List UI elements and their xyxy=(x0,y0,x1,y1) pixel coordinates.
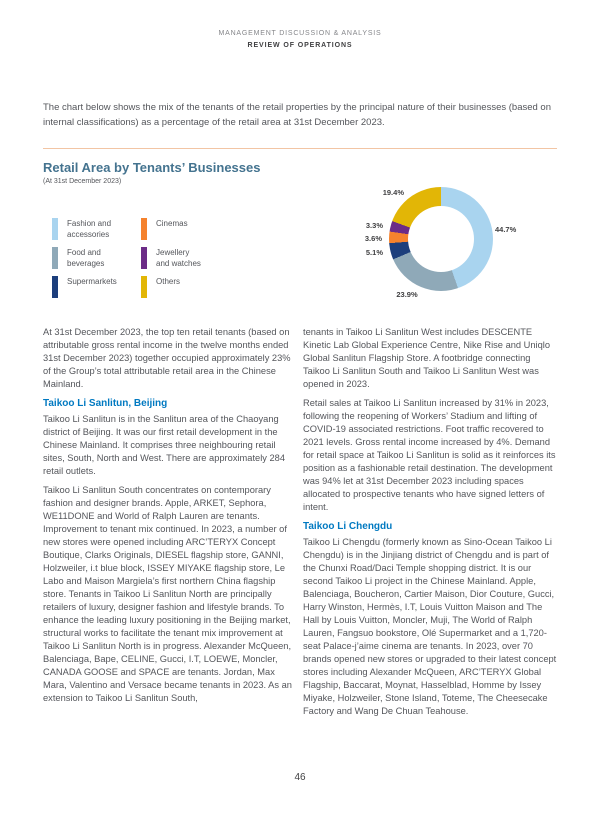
intro-paragraph: The chart below shows the mix of the tenants of the retail properties by the principal nature of their businesses (based on internal classifications) as a percentage of the retail area at 31st December 2023. xyxy=(43,102,552,128)
legend-swatch-others-icon xyxy=(141,276,147,298)
donut-chart-hole xyxy=(408,206,474,272)
section-divider xyxy=(43,148,557,149)
legend-label-others: Others xyxy=(156,277,181,286)
paragraph-top-ten-tenants: At 31st December 2023, the top ten retail tenants (based on attributable gross rental income in the twelve months ended 31st December 2023) together occupied approximately 23% of the Group’s total attributable retail area in the Chinese Mainland. xyxy=(43,327,291,389)
legend-label-jewellery-and-watches: Jewellery and watches xyxy=(156,248,201,268)
chart-subtitle: (At 31st December 2023) xyxy=(43,178,122,185)
donut-label-fashion-and-accessories: 44.7% xyxy=(495,225,517,234)
paragraph-chengdu-overview: Taikoo Li Chengdu (formerly known as Sino-Ocean Taikoo Li Chengdu) is in the Jinjiang district of Chengdu and is part of the Chunxi Road/Daci Temple shopping district. It is our second Taikoo Li project in the Chinese Mainland. Apple, Balenciaga, Boucheron, Cartier Maison, Dior Couture, Gucci, Harry Winston, Hermès, I.T, Louis Vuitton Maison and The Hall by Louis Vuitton, Moncler, Muji, The World of Ralph Lauren, Fangsuo bookstore, Olé Supermarket and a 1,720-seat Palace-j’aime cinema are tenants. In 2023, over 70 brands opened new stores or upgraded to their latest concept stores including Alexander McQueen, ARC’TERYX Global Flagship, Baccarat, Moynat, Hasselblad, Homme by Issey Miyake, Holzweiler, Stone Island, Toteme, The Cheesecake Factory and Wang De Chuan Teahouse. xyxy=(303,537,557,716)
paragraph-sanlitun-west: tenants in Taikoo Li Sanlitun West includes DESCENTE Kinetic Lab Global Experience Centre, Nike Rise and Uniqlo Global Sanlitun Flagship Store. A footbridge connecting Taikoo Li Sanlitun South and Taikoo Li Sanlitun West was opened in 2023. xyxy=(303,327,551,389)
chart-legend-column-2 xyxy=(141,218,201,305)
paragraph-sanlitun-south-north: Taikoo Li Sanlitun South concentrates on contemporary fashion and designer brands. Apple, ARKET, Sephora, WE11DONE and World of Ralph Lauren are tenants. Improvement to tenant mix continued. In 2023, a number of new stores were opened including ARC’TERYX Concept Boutique, Clarks Originals, DIESEL flagship store, GANNI, Holzweiler, i.t blue block, ISSEY MIYAKE flagship store, Le Labo and Maison Margiela’s first northern China flagship store. Tenants in Taikoo Li Sanlitun North are principally retailers of luxury, designer fashion and lifestyle brands. To enhance the leading luxury positioning in the Beijing market, structural works to facilitate the tenant mix improvement at Taikoo Li Sanlitun North is in progress. Alexander McQueen, Balenciaga, Bape, CELINE, Gucci, I.T, LOEWE, Moncler, CANADA GOOSE and SPACE are tenants. Jordan, Max Mara, Valentino and Versace became tenants in 2023. As an extension to Taikoo Li Sanlitun South, xyxy=(43,485,292,703)
heading-taikoo-li-sanlitun-beijing: Taikoo Li Sanlitun, Beijing xyxy=(43,398,168,409)
page-number: 46 xyxy=(294,772,306,783)
legend-item-fashion-and-accessories xyxy=(52,218,117,240)
legend-item-jewellery-and-watches xyxy=(141,247,201,269)
paragraph-sanlitun-overview: Taikoo Li Sanlitun is in the Sanlitun area of the Chaoyang district of Beijing. It was our first retail development in the Chinese Mainland. It comprises three neighbouring retail sites, South, North and West. There are approximately 284 retail outlets. xyxy=(43,414,286,476)
legend-label-food-and-beverages: Food and beverages xyxy=(67,248,105,268)
donut-chart xyxy=(389,187,493,291)
legend-item-supermarkets xyxy=(52,276,117,298)
header-section-title: MANAGEMENT DISCUSSION & ANALYSIS xyxy=(218,30,382,37)
chart-legend-column-1 xyxy=(52,218,117,305)
legend-label-fashion-and-accessories: Fashion and accessories xyxy=(67,219,112,239)
legend-swatch-jewellery-and-watches-icon xyxy=(141,247,147,269)
donut-label-others: 19.4% xyxy=(382,188,404,197)
legend-swatch-food-and-beverages-icon xyxy=(52,247,58,269)
donut-label-food-and-beverages: 23.9% xyxy=(396,290,418,299)
chart-title: Retail Area by Tenants’ Businesses xyxy=(43,160,261,175)
legend-swatch-fashion-and-accessories-icon xyxy=(52,218,58,240)
legend-item-others xyxy=(141,276,201,298)
legend-swatch-supermarkets-icon xyxy=(52,276,58,298)
donut-label-supermarkets: 5.1% xyxy=(365,248,383,257)
legend-label-cinemas: Cinemas xyxy=(156,219,188,228)
legend-label-supermarkets: Supermarkets xyxy=(67,277,117,286)
body-column-left xyxy=(43,326,297,711)
body-column-right xyxy=(303,326,559,724)
paragraph-sanlitun-retail-sales: Retail sales at Taikoo Li Sanlitun increased by 31% in 2023, following the reopening of Workers’ Stadium and lifting of COVID-19 associated restrictions. Foot traffic recovered to 2021 levels. Gross rental income increased by 4%. Demand for retail space at Taikoo Li Sanlitun is solid as it reinforces its position as a fashionable retail destination. The development was 94% let at 31st December 2023 including spaces allocated to prospective tenants who have signed letters of intent. xyxy=(303,398,556,512)
legend-item-cinemas xyxy=(141,218,201,240)
donut-label-jewellery-and-watches: 3.3% xyxy=(365,221,383,230)
running-header xyxy=(0,30,600,49)
chart-section xyxy=(0,148,600,313)
donut-label-cinemas: 3.6% xyxy=(364,234,382,243)
legend-swatch-cinemas-icon xyxy=(141,218,147,240)
header-subsection-title: REVIEW OF OPERATIONS xyxy=(247,42,353,49)
legend-item-food-and-beverages xyxy=(52,247,117,269)
heading-taikoo-li-chengdu: Taikoo Li Chengdu xyxy=(303,521,393,532)
